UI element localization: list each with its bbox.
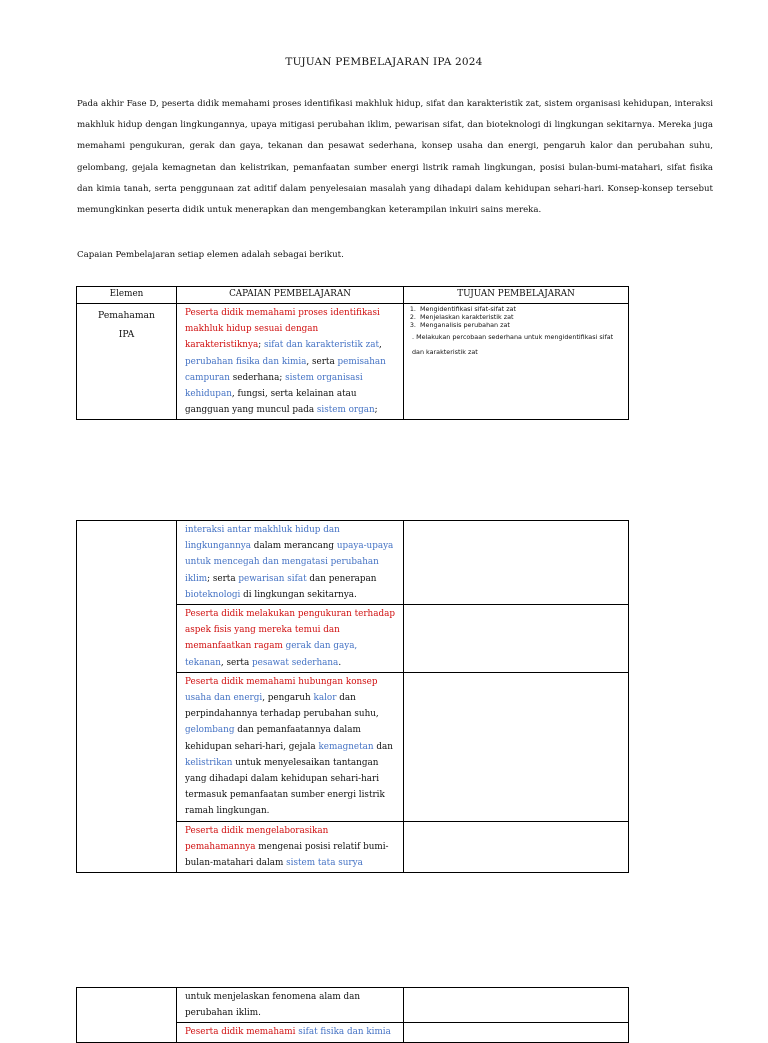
intro-paragraph: Pada akhir Fase D, peserta didik memahami proses identifikasi makhluk hidup, sifat dan karakteristik zat, sistem organisasi kehidupan, interaksi makhluk hidup dengan lingkungannya, upaya mitigasi perubahan iklim, pewarisan sifat, dan bioteknologi di lingkungan sekitarnya. Mereka juga memahami pengukuran, gerak dan gaya, tekanan dan pesawat sederhana, konsep usaha dan energi, pengaruh kalor dan perubahan suhu, gelombang, gejala kemagnetan dan kelistrikan, pemanfaatan sumber energi listrik ramah lingkungan, posisi bulan-bumi-matahari, sifat fisika dan kimia tanah, serta penggunaan zat aditif dalam penyelesaian masalah yang dihadapi dalam kehidupan sehari-hari. Konsep-konsep tersebut memungkinkan peserta didik untuk menerapkan dan mengembangkan keterampilan inkuiri sains mereka. — [77, 99, 713, 216]
element-cell — [77, 304, 177, 420]
cp-text-blue: kemagnetan — [318, 741, 374, 752]
cp-text-blue: gelombang — [185, 725, 235, 736]
cp-text-blue: pesawat sederhana — [252, 657, 339, 668]
learning-table-page2 — [76, 520, 629, 873]
cp-text: , — [379, 340, 382, 351]
tujuan-cell — [404, 304, 629, 420]
tujuan-list — [408, 305, 624, 330]
cp-text: , serta — [306, 356, 338, 367]
cp-text-blue: pewarisan sifat — [238, 573, 307, 584]
tujuan-cell-empty — [404, 521, 629, 605]
cp-text: mengenai posisi relatif bumi-bulan-matahari dalam — [185, 841, 389, 869]
capaian-intro: Capaian Pembelajaran setiap elemen adalah sebagai berikut. — [77, 250, 344, 260]
cp-text-blue: sistem tata surya — [286, 858, 363, 869]
cp-text-blue: pemisahan campuran — [185, 356, 386, 383]
header-tujuan: TUJUAN PEMBELAJARAN — [404, 287, 629, 304]
cp-text-blue: gerak dan gaya, tekanan — [185, 641, 358, 668]
cp-text-red: Peserta didik mengelaborasikan pemahamannya — [185, 825, 329, 852]
cp-text-blue: kalor — [313, 693, 337, 704]
cp-text: . — [338, 657, 342, 668]
cp-text: , serta — [220, 657, 253, 668]
cp-text-red: Peserta didik memahami hubungan konsep — [185, 676, 378, 687]
cp-text-blue: sistem organisasi kehidupan — [185, 372, 363, 400]
element-name-line2: IPA — [118, 329, 135, 340]
document-title: TUJUAN PEMBELAJARAN IPA 2024 — [285, 56, 483, 68]
cp-text: dan — [373, 741, 393, 752]
header-elemen: Elemen — [77, 287, 177, 304]
capaian-cell — [177, 605, 404, 673]
learning-table-page3 — [76, 987, 629, 1043]
cp-text: sederhana; — [229, 372, 286, 383]
capaian-cell — [177, 1023, 404, 1042]
tujuan-item: 2. Menjelaskan karakteristik zat — [418, 313, 624, 321]
cp-text-blue: sifat fisika dan kimia — [298, 1027, 391, 1038]
cp-text: untuk menyelesaikan tantangan yang dihadapi dalam kehidupan sehari-hari termasuk pemanfaatan sumber energi listrik ramah lingkungan. — [185, 757, 385, 817]
capaian-cell — [177, 521, 404, 605]
cp-text: ; serta — [207, 573, 239, 584]
learning-table-page1 — [76, 286, 629, 420]
cp-text: dan perpindahannya terhadap perubahan suhu, — [185, 693, 379, 720]
header-capaian: CAPAIAN PEMBELAJARAN — [177, 287, 404, 304]
tujuan-cell-empty — [404, 821, 629, 873]
cp-text: dan pemanfaatannya dalam kehidupan sehari-hari, gejala — [185, 725, 361, 752]
cp-text-blue: sistem organ — [316, 405, 375, 416]
capaian-cell — [177, 672, 404, 821]
tujuan-item: 3. Menganalisis perubahan zat — [418, 321, 624, 329]
capaian-cell — [177, 821, 404, 873]
element-cell-empty — [77, 988, 177, 1043]
tujuan-cell-empty — [404, 988, 629, 1023]
cp-text-blue: interaksi antar makhluk hidup dan lingkungannya — [185, 525, 340, 552]
cp-text-red: Peserta didik melakukan pengukuran terhadap aspek fisis yang mereka temui dan memanfaatkan ragam — [185, 609, 395, 652]
cp-text: , pengaruh — [262, 693, 314, 704]
cp-text-blue: usaha dan energi — [185, 693, 263, 704]
tujuan-cell-empty — [404, 605, 629, 673]
cp-text: ; — [258, 340, 264, 351]
cp-text: ; — [374, 405, 378, 416]
cp-text: dan penerapan — [306, 573, 377, 584]
cp-text-blue: kelistrikan — [185, 757, 233, 768]
tujuan-item: 1. Mengidentifikasi sifat-sifat zat — [418, 305, 624, 313]
cp-text-blue: perubahan fisika dan kimia — [185, 356, 307, 367]
capaian-cell — [177, 304, 404, 420]
tujuan-cell-empty — [404, 672, 629, 821]
cp-text-red: Peserta didik memahami proses identifikasi makhluk hidup sesuai dengan karakteristiknya — [185, 308, 380, 351]
tujuan-extra: . Melakukan percobaan sederhana untuk mengidentifikasi sifat dan karakteristik zat — [412, 332, 614, 356]
cp-text-blue: upaya-upaya untuk mencegah dan mengatasi perubahan iklim — [185, 541, 394, 584]
cp-text: dalam merancang — [251, 541, 337, 552]
tujuan-cell-empty — [404, 1023, 629, 1042]
cp-text-blue: bioteknologi — [185, 589, 241, 600]
element-cell-empty — [77, 521, 177, 873]
cp-text-red: Peserta didik memahami — [185, 1027, 296, 1038]
element-name-line1: Pemahaman — [98, 310, 155, 321]
cp-text: , fungsi, serta kelainan atau gangguan yang muncul pada — [185, 389, 357, 416]
capaian-cell: untuk menjelaskan fenomena alam dan perubahan iklim. — [177, 988, 404, 1023]
cp-text-blue: sifat dan karakteristik zat — [263, 340, 379, 351]
cp-text: di lingkungan sekitarnya. — [240, 589, 357, 600]
